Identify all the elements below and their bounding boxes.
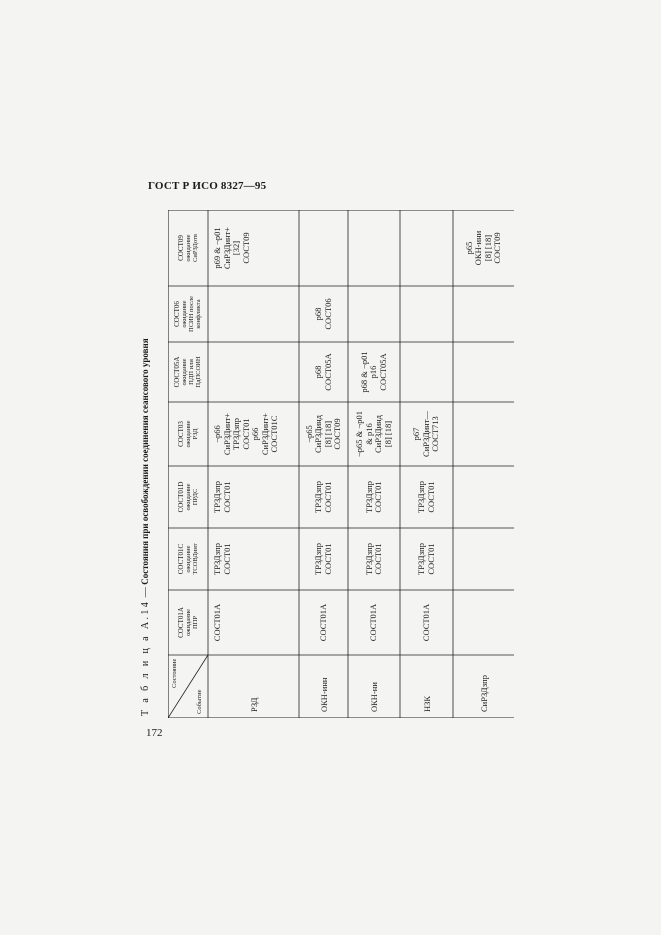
cell-text-line: СОСТ05А xyxy=(322,353,333,391)
table-cell xyxy=(453,342,514,402)
corner-event-label: Событие xyxy=(196,689,203,714)
page-number: 172 xyxy=(146,727,163,739)
cell-text-line: СОСТ09 xyxy=(492,232,502,264)
cell-text-line: СОСТ01А xyxy=(317,603,328,642)
cell-text-line: ¬p65 xyxy=(303,425,314,443)
document-header: ГОСТ Р ИСО 8327—95 xyxy=(148,180,267,192)
cell-text-line: СОСТ01 xyxy=(240,418,251,450)
column-description: ожидание xyxy=(184,420,192,448)
column-description: ожидание xyxy=(184,608,192,637)
table-cell xyxy=(208,286,299,342)
cell-text-line: [8] [18] xyxy=(382,420,393,448)
column-code: СОСТ01А xyxy=(176,607,185,638)
table-cell xyxy=(453,210,514,286)
table-caption-label: Т а б л и ц а А.14 xyxy=(140,599,151,716)
table-cell xyxy=(299,210,348,286)
cell-text-line: СОСТ09 xyxy=(332,418,342,450)
cell-text-line: СиРЗДинт+ xyxy=(259,412,270,456)
cell-text-line: СОСТ01А xyxy=(420,603,431,642)
cell-text-line: СиРЗДинт— xyxy=(420,411,431,457)
cell-text-line: СиРЗДинд xyxy=(313,415,323,454)
table-cell xyxy=(453,466,514,528)
cell-text-line: ТРЗДзпр xyxy=(212,543,222,575)
cell-text-line: p68 xyxy=(313,307,323,321)
column-description: ПСИН после xyxy=(188,296,195,332)
cell-text-line: ТРЗДзпр xyxy=(416,543,426,575)
cell-text-line: p65 xyxy=(463,241,474,255)
cell-text-line: p67 xyxy=(411,427,422,441)
table-cell xyxy=(348,466,400,528)
table-cell xyxy=(299,528,348,590)
table-cell xyxy=(348,590,400,655)
row-event-label: ОКН-инн xyxy=(318,677,329,712)
cell-text-line: СОСТ01 xyxy=(322,543,333,575)
table-cell xyxy=(400,590,453,655)
cell-text-line: СиРЗДинт+ xyxy=(221,226,232,270)
row-event-label: ОКН-ни xyxy=(369,682,379,712)
cell-text-line: СОСТ06 xyxy=(322,298,333,330)
column-header xyxy=(168,402,208,466)
cell-text-line: СиРЗДинт+ xyxy=(221,412,232,456)
column-description: ПдПСОИН xyxy=(195,356,202,388)
cell-text-line: СОСТ01 xyxy=(425,543,436,575)
cell-text-line: ТРЗДзпр xyxy=(212,481,222,513)
cell-text-line: ТРЗДзпр xyxy=(231,418,241,450)
cell-text-line: [32] xyxy=(231,240,241,256)
column-description: ППР xyxy=(191,616,199,630)
table-cell xyxy=(348,342,400,402)
table-cell xyxy=(453,590,514,655)
table-cell xyxy=(348,528,400,590)
column-header xyxy=(168,590,208,655)
table-cell xyxy=(208,210,299,286)
column-header xyxy=(168,528,208,590)
column-code: СОСТ05А xyxy=(173,356,181,388)
column-code: СОСТ01D xyxy=(176,481,185,513)
table-caption-title: Состояния при освобождении соединения сеансового уровня xyxy=(140,338,150,585)
table-cell xyxy=(299,402,348,466)
cell-text-line: ТРЗДзпр xyxy=(363,481,374,513)
column-description: конфликта xyxy=(195,299,202,329)
cell-text-line: СОСТ713 xyxy=(430,416,441,452)
cell-text-line: СОСТ01А xyxy=(212,603,222,642)
cell-text-line: p16 xyxy=(368,365,379,379)
table-cell xyxy=(299,286,348,342)
cell-text-line: ТРЗДзпр xyxy=(416,481,426,513)
table-cell xyxy=(208,528,299,590)
cell-text-line: СОСТ01 xyxy=(221,481,232,513)
cell-text-line: СОСТ01 xyxy=(373,543,383,575)
cell-text-line: ¬p65 & ¬p01 xyxy=(354,411,364,457)
column-description: СиРЗДотв xyxy=(191,234,199,262)
cell-text-line: [8] [18] xyxy=(322,420,333,448)
table-cell xyxy=(400,286,453,342)
cell-text-line: ТРЗДзпр xyxy=(313,481,323,513)
corner-state-label: Состояние xyxy=(171,658,178,688)
cell-text-line: СиРЗДинд xyxy=(373,415,383,454)
cell-text-line: СОСТ01 xyxy=(322,481,333,513)
table-caption-separator: — xyxy=(140,584,151,600)
table-cell xyxy=(400,402,453,466)
cell-text-line: СОСТ09 xyxy=(240,232,251,264)
row-event-label: РЗД xyxy=(248,697,259,712)
column-header xyxy=(168,466,208,528)
column-code: СОСТ01С xyxy=(176,543,185,575)
column-code: СОСТ06 xyxy=(173,301,181,327)
cell-text-line: ТРЗДзпр xyxy=(313,543,323,575)
column-header xyxy=(168,342,208,402)
column-description: ТСОВДинт xyxy=(191,543,199,575)
column-code: СОСТ09 xyxy=(176,235,185,261)
column-header xyxy=(168,286,208,342)
cell-text-line: СОСТ01С xyxy=(269,415,279,453)
cell-text-line: СОСТ01 xyxy=(221,543,232,575)
table-cell xyxy=(400,210,453,286)
cell-text-line: ОКН-ини xyxy=(473,230,483,266)
table-cell xyxy=(400,528,453,590)
column-description: РЗД xyxy=(191,428,199,440)
column-header xyxy=(168,210,208,286)
cell-text-line: СОСТ01 xyxy=(373,481,383,513)
cell-text-line: p69 & ¬p01 xyxy=(212,227,222,269)
cell-text-line: СОСТ01А xyxy=(368,603,379,642)
cell-text-line: p68 xyxy=(313,365,323,379)
table-cell xyxy=(299,342,348,402)
column-description: ПРДС xyxy=(191,488,199,506)
cell-text-line: СОСТ01 xyxy=(425,481,436,513)
table-cell xyxy=(348,402,400,466)
table-cell xyxy=(400,466,453,528)
table-cell xyxy=(453,402,514,466)
column-description: ожидание xyxy=(181,300,188,328)
table-cell xyxy=(208,342,299,402)
table-cell xyxy=(453,286,514,342)
table-cell xyxy=(453,528,514,590)
cell-text-line: СОСТ05А xyxy=(377,353,388,391)
table-cell xyxy=(348,286,400,342)
table-caption xyxy=(140,338,151,716)
column-description: ожидание xyxy=(184,234,192,262)
table-cell xyxy=(208,402,299,466)
column-description: ожидание xyxy=(184,545,192,573)
table-cell xyxy=(208,466,299,528)
column-description: ожидание xyxy=(184,483,192,511)
state-table xyxy=(168,210,514,718)
cell-text-line: p66 xyxy=(250,427,260,441)
cell-text-line: ТРЗДзпр xyxy=(363,543,374,575)
table-cell xyxy=(299,590,348,655)
table-cell xyxy=(208,590,299,655)
table-cell xyxy=(348,210,400,286)
cell-text-line: [8] [18] xyxy=(482,234,493,262)
column-code: СОСТ03 xyxy=(176,421,185,447)
cell-text-line: ¬p66 xyxy=(212,425,222,443)
table-cell xyxy=(299,466,348,528)
column-description: ПДП или xyxy=(188,359,195,385)
cell-text-line: & p16 xyxy=(363,423,374,445)
row-event-label: НЗК xyxy=(421,695,432,712)
table-cell xyxy=(400,342,453,402)
column-description: ожидание xyxy=(181,358,188,386)
row-event-label: СиРЗДзпр xyxy=(478,675,489,712)
cell-text-line: p68 & ¬p01 xyxy=(358,351,369,393)
